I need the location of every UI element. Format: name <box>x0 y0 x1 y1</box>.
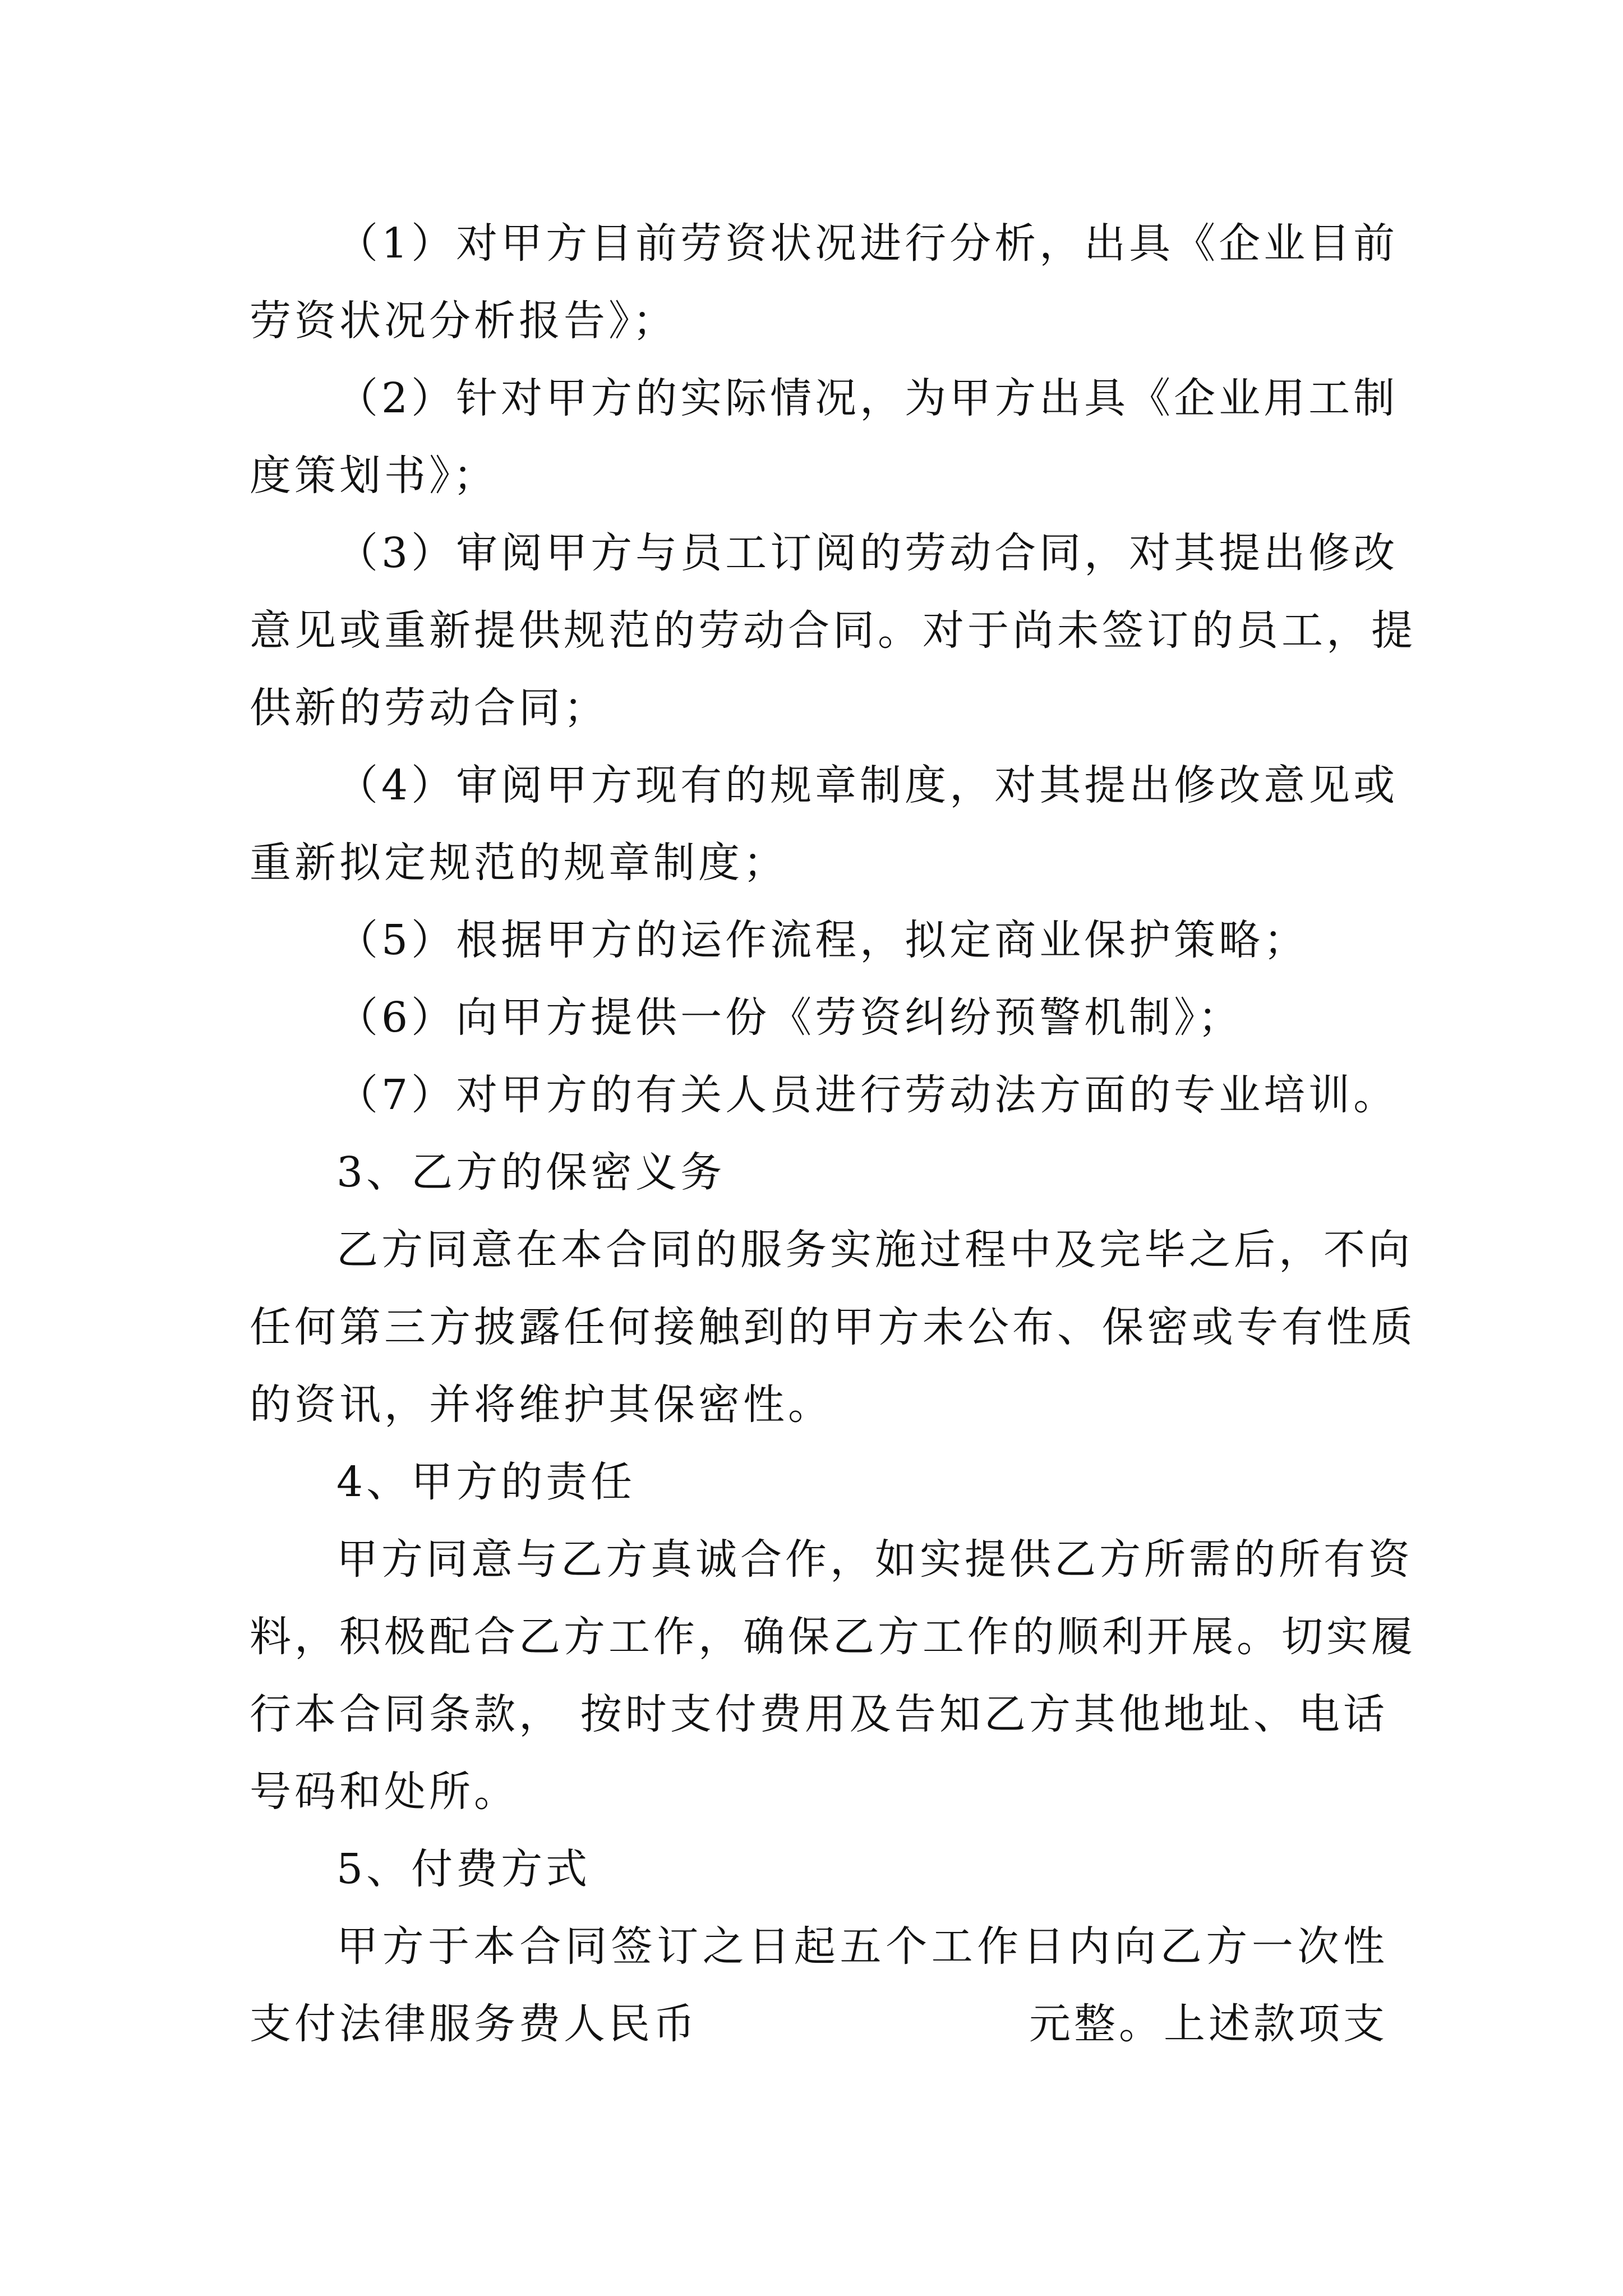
text-line: 的资讯，并将维护其保密性。 <box>250 1381 833 1429</box>
section-heading: 4、甲方的责任 <box>336 1458 636 1506</box>
text-line: 重新拟定规范的规章制度； <box>250 839 788 887</box>
text-line: （1）对甲方目前劳资状况进行分析，出具《企业目前 <box>336 219 1399 268</box>
last-line-right-text: 元整。上述款项支 <box>1029 2000 1388 2048</box>
text-line: （5）根据甲方的运作流程，拟定商业保护策略； <box>336 916 1309 964</box>
text-line: （4）审阅甲方现有的规章制度，对其提出修改意见或 <box>336 761 1399 809</box>
text-line: 行本合同条款， 按时支付费用及告知乙方其他地址、电话 <box>250 1690 1388 1738</box>
text-line: 任何第三方披露任何接触到的甲方未公布、保密或专有性质 <box>250 1303 1416 1351</box>
text-line: 度策划书》； <box>250 452 498 500</box>
text-line: （2）针对甲方的实际情况，为甲方出具《企业用工制 <box>336 374 1399 422</box>
text-line: 意见或重新提供规范的劳动合同。对于尚未签订的员工，提 <box>250 606 1416 655</box>
text-line: 甲方于本合同签订之日起五个工作日内向乙方一次性 <box>336 1922 1388 1971</box>
section-heading: 3、乙方的保密义务 <box>336 1148 726 1197</box>
section-heading: 5、付费方式 <box>336 1845 591 1893</box>
text-line: 号码和处所。 <box>250 1768 519 1816</box>
text-line: 料，积极配合乙方工作，确保乙方工作的顺利开展。切实履 <box>250 1613 1416 1661</box>
text-line <box>250 1985 1388 2063</box>
text-line: 供新的劳动合同； <box>250 684 608 732</box>
text-line: （6）向甲方提供一份《劳资纠纷预警机制》； <box>336 993 1243 1042</box>
text-line: 乙方同意在本合同的服务实施过程中及完毕之后，不向 <box>336 1226 1413 1274</box>
text-line: （3）审阅甲方与员工订阅的劳动合同，对其提出修改 <box>336 529 1399 577</box>
text-line: （7）对甲方的有关人员进行劳动法方面的专业培训。 <box>336 1071 1399 1119</box>
text-line: 甲方同意与乙方真诚合作，如实提供乙方所需的所有资 <box>336 1535 1413 1584</box>
last-line-left-text: 支付法律服务费人民币 <box>250 2000 698 2048</box>
text-line: 劳资状况分析报告》； <box>250 297 677 345</box>
